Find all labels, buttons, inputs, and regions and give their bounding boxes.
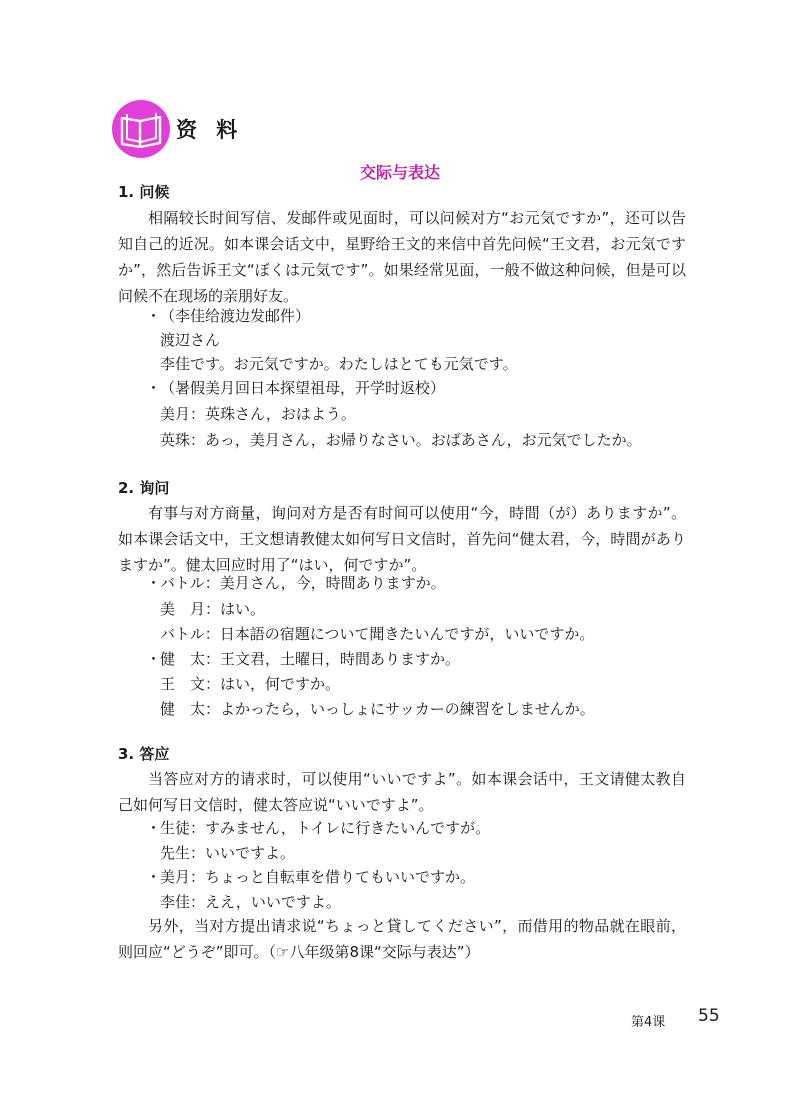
example-line: 健 太：王文君，土曜日，時間ありますか。 [160, 650, 461, 668]
bullet: ・ [146, 650, 162, 668]
page-title: 资 料 [176, 118, 244, 142]
example-line: （李佳给渡边发邮件） [160, 307, 311, 325]
paragraph-inquiry: 有事与对方商量，询问对方是否有时间可以使用“今，時間（が）ありますか”。如本课会话文中，王文想请教健太如何写日文信时，首先问“健太君，今，時間がありますか”。健太回应时用了“はい，何ですか”。 [118, 504, 686, 574]
paragraph-greeting: 相隔较长时间写信、发邮件或见面时，可以问候对方“お元気ですか”，还可以告知自己的近况。如本课会话文中，星野给王文的来信中首先问候“王文君，お元気ですか”，然后告诉王文“ぼくは元気です”。如果经常见面，一般不做这种问候，但是可以问候不在现场的亲朋好友。 [118, 209, 686, 305]
page-number: 55 [698, 1006, 720, 1026]
example-line: 美月：英珠さん，おはよう。 [160, 405, 356, 423]
example-line: 先生：いいですよ。 [160, 844, 296, 862]
bullet: ・ [146, 307, 162, 325]
section-title: 交际与表达 [359, 163, 440, 182]
heading-consent: 3. 答应 [118, 745, 170, 763]
example-line: 李佳：ええ，いいですよ。 [160, 893, 341, 911]
heading-greeting: 1. 问候 [118, 183, 170, 201]
example-line: 英珠：あっ，美月さん，お帰りなさい。おばあさん，お元気でしたか。 [160, 431, 642, 449]
bullet: ・ [146, 868, 162, 886]
bullet: ・ [146, 819, 162, 837]
bullet: ・ [146, 379, 162, 397]
example-line: バトル：美月さん，今，時間ありますか。 [160, 574, 446, 592]
example-line: 渡辺さん [160, 331, 221, 349]
footer-lesson: 第4课 [631, 1015, 666, 1030]
bullet: ・ [146, 574, 162, 592]
example-line: 美 月：はい。 [160, 600, 266, 618]
heading-inquiry: 2. 询问 [118, 479, 170, 497]
example-line: 美月：ちょっと自転車を借りてもいいですか。 [160, 868, 476, 886]
paragraph-closing: 另外，当对方提出请求说“ちょっと貸してください”，而借用的物品就在眼前，则回应“どうぞ”即可。（☞八年级第8课“交际与表达”） [118, 917, 686, 961]
example-line: バトル：日本語の宿題について聞きたいんですが，いいですか。 [160, 625, 595, 643]
paragraph-consent: 当答应对方的请求时，可以使用“いいですよ”。如本课会话中，王文请健太教自己如何写日文信时，健太答应说“いいですよ”。 [118, 770, 686, 814]
example-line: （暑假美月回日本探望祖母，开学时返校） [160, 379, 446, 397]
example-line: 李佳です。お元気ですか。わたしはとても元気です。 [160, 355, 518, 373]
book-icon [112, 100, 170, 158]
example-line: 王 文：はい，何ですか。 [160, 675, 341, 693]
example-line: 生徒：すみません，トイレに行きたいんですが。 [160, 819, 491, 837]
example-line: 健 太：よかったら，いっしょにサッカーの練習をしませんか。 [160, 700, 595, 718]
